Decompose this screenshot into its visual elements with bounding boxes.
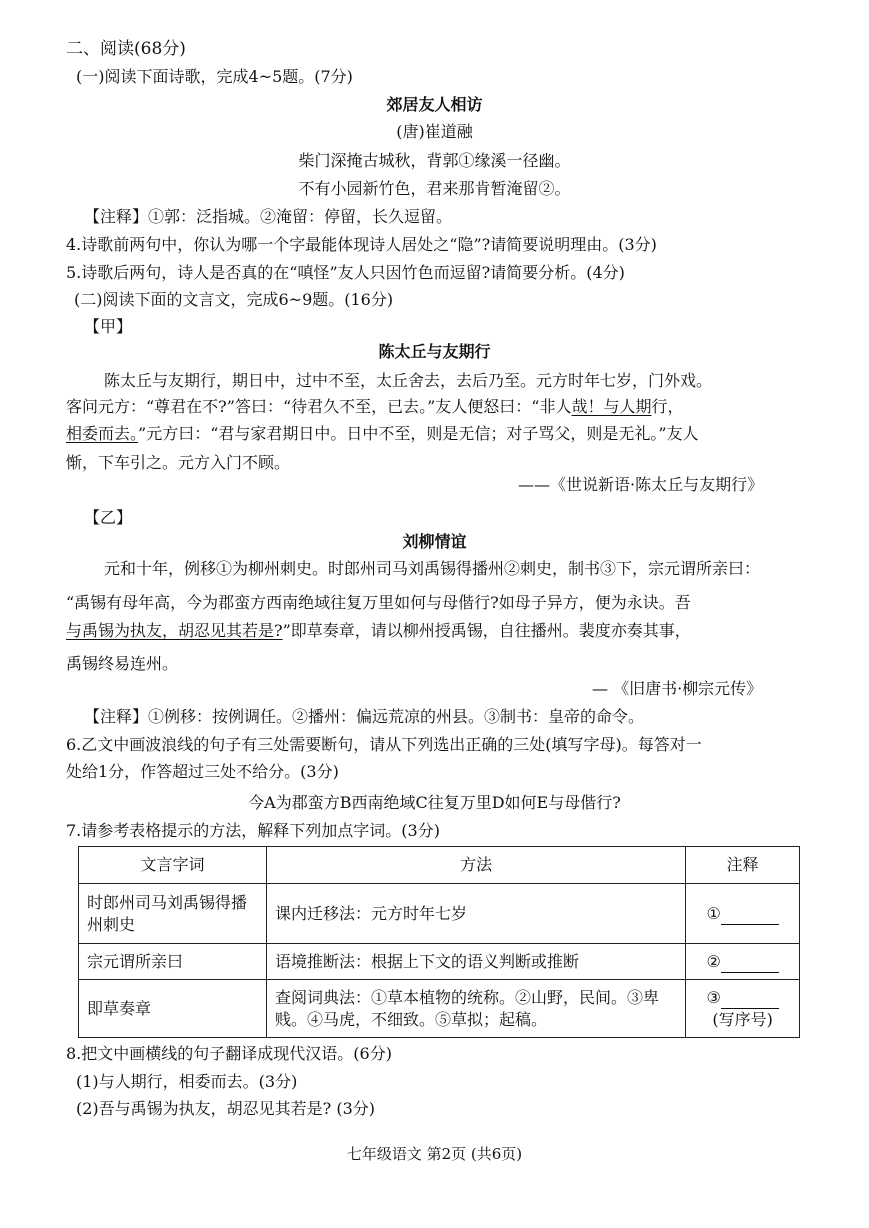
table-cell-answer: ① <box>686 884 800 944</box>
table-header-row <box>79 847 800 884</box>
part2-instruction: (二)阅读下面的文言文，完成6~9题。(16分) <box>74 290 394 309</box>
jia-underlined-part-2: 相委而去。 <box>66 424 139 443</box>
part1-instruction: (一)阅读下面诗歌，完成4~5题。(7分) <box>76 67 353 86</box>
table-header-cell: 文言字词 <box>79 847 267 884</box>
question-5: 5.诗歌后两句，诗人是否真的在“嗔怪”友人只因竹色而逗留?请简要分析。(4分) <box>66 263 625 282</box>
yi-underlined-part: 与禹锡为执友，胡忍见其若是? <box>66 621 283 640</box>
table-cell-word: 时郎州司马刘禹锡得播州刺史 <box>79 884 267 944</box>
jia-label: 【甲】 <box>84 317 133 336</box>
annotation-table <box>78 846 800 1038</box>
jia-source: ——《世说新语·陈太丘与友期行》 <box>518 475 764 494</box>
answer-blank[interactable] <box>721 908 779 925</box>
answer-blank[interactable] <box>721 992 779 1009</box>
poem-line-1: 柴门深掩古城秋，背郭①缘溪一径幽。 <box>298 151 571 170</box>
table-cell-method: 课内迁移法：元方时年七岁 <box>267 884 686 944</box>
yi-paragraph-line-4: 禹锡终易连州。 <box>66 654 179 673</box>
yi-title: 刘柳情谊 <box>402 532 467 551</box>
table-cell-word: 即草奏章 <box>79 980 267 1038</box>
question-8: 8.把文中画横线的句子翻译成现代汉语。(6分) <box>66 1044 392 1063</box>
jia-title: 陈太丘与友期行 <box>378 342 491 361</box>
table-cell-word: 宗元谓所亲曰 <box>79 944 267 980</box>
poem-title: 郊居友人相访 <box>386 95 483 114</box>
table-cell-method: 查阅词典法：①草本植物的统称。②山野，民间。③卑贱。④马虎，不细致。⑤草拟；起稿。 <box>267 980 686 1038</box>
poem-author: (唐)崔道融 <box>396 122 473 141</box>
question-8-2: (2)吾与禹锡为执友，胡忍见其若是? (3分) <box>76 1099 375 1118</box>
table-cell-method: 语境推断法：根据上下文的语义判断或推断 <box>267 944 686 980</box>
question-7: 7.请参考表格提示的方法，解释下列加点字词。(3分) <box>66 821 440 840</box>
jia-underlined-part-1: 哉！与人期 <box>571 397 652 416</box>
yi-source: — 《旧唐书·柳宗元传》 <box>592 679 763 698</box>
table-cell-answer: ② <box>686 944 800 980</box>
table-header-cell: 方法 <box>267 847 686 884</box>
jia-paragraph-line-2: 客问元方：“尊君在不?”答曰：“待君久不至，已去。”友人便怒曰：“非人哉！与人期行， <box>66 397 684 416</box>
question-6-sentence: 今A为郡蛮方B西南绝域C往复万里D如何E与母偕行? <box>248 793 621 812</box>
table-header-cell: 注释 <box>686 847 800 884</box>
table-row <box>79 884 800 944</box>
yi-paragraph-line-2: “禹锡有母年高，今为郡蛮方西南绝域往复万里如何与母偕行?如母子异方，便为永诀。吾 <box>66 593 691 612</box>
jia-paragraph-line-1: 陈太丘与友期行，期日中，过中不至，太丘舍去，去后乃至。元方时年七岁，门外戏。 <box>104 371 713 390</box>
table-row <box>79 944 800 980</box>
yi-paragraph-line-3: 与禹锡为执友，胡忍见其若是?”即草奏章，请以柳州授禹锡，自往播州。裴度亦奏其事， <box>66 621 691 640</box>
poem-line-2: 不有小园新竹色，君来那肯暂淹留②。 <box>298 179 571 198</box>
yi-label: 【乙】 <box>84 508 133 527</box>
answer-hint: (写序号) <box>712 1009 773 1029</box>
question-6-line-2: 处给1分，作答超过三处不给分。(3分) <box>66 762 339 781</box>
yi-note: 【注释】①例移：按例调任。②播州：偏远荒凉的州县。③制书：皇帝的命令。 <box>84 707 645 726</box>
table-row <box>79 980 800 1038</box>
yi-paragraph-line-1: 元和十年，例移①为柳州刺史。时郎州司马刘禹锡得播州②刺史，制书③下，宗元谓所亲曰： <box>104 559 761 578</box>
question-4: 4.诗歌前两句中，你认为哪一个字最能体现诗人居处之“隐”?请简要说明理由。(3分) <box>66 235 657 254</box>
question-8-1: (1)与人期行，相委而去。(3分) <box>76 1072 298 1091</box>
page-footer: 七年级语文 第2页 (共6页) <box>346 1145 523 1163</box>
question-6-line-1: 6.乙文中画波浪线的句子有三处需要断句，请从下列选出正确的三处(填写字母)。每答对一 <box>66 735 702 754</box>
jia-paragraph-line-3: 相委而去。”元方曰：“君与家君期日中。日中不至，则是无信；对子骂父，则是无礼。”友人 <box>66 424 699 443</box>
answer-blank[interactable] <box>721 956 779 973</box>
section-title: 二、阅读(68分) <box>66 39 186 59</box>
poem-note: 【注释】①郭：泛指城。②淹留：停留，长久逗留。 <box>84 207 453 226</box>
table-cell-answer: ③ (写序号) <box>686 980 800 1038</box>
jia-paragraph-line-4: 惭，下车引之。元方入门不顾。 <box>66 453 291 472</box>
